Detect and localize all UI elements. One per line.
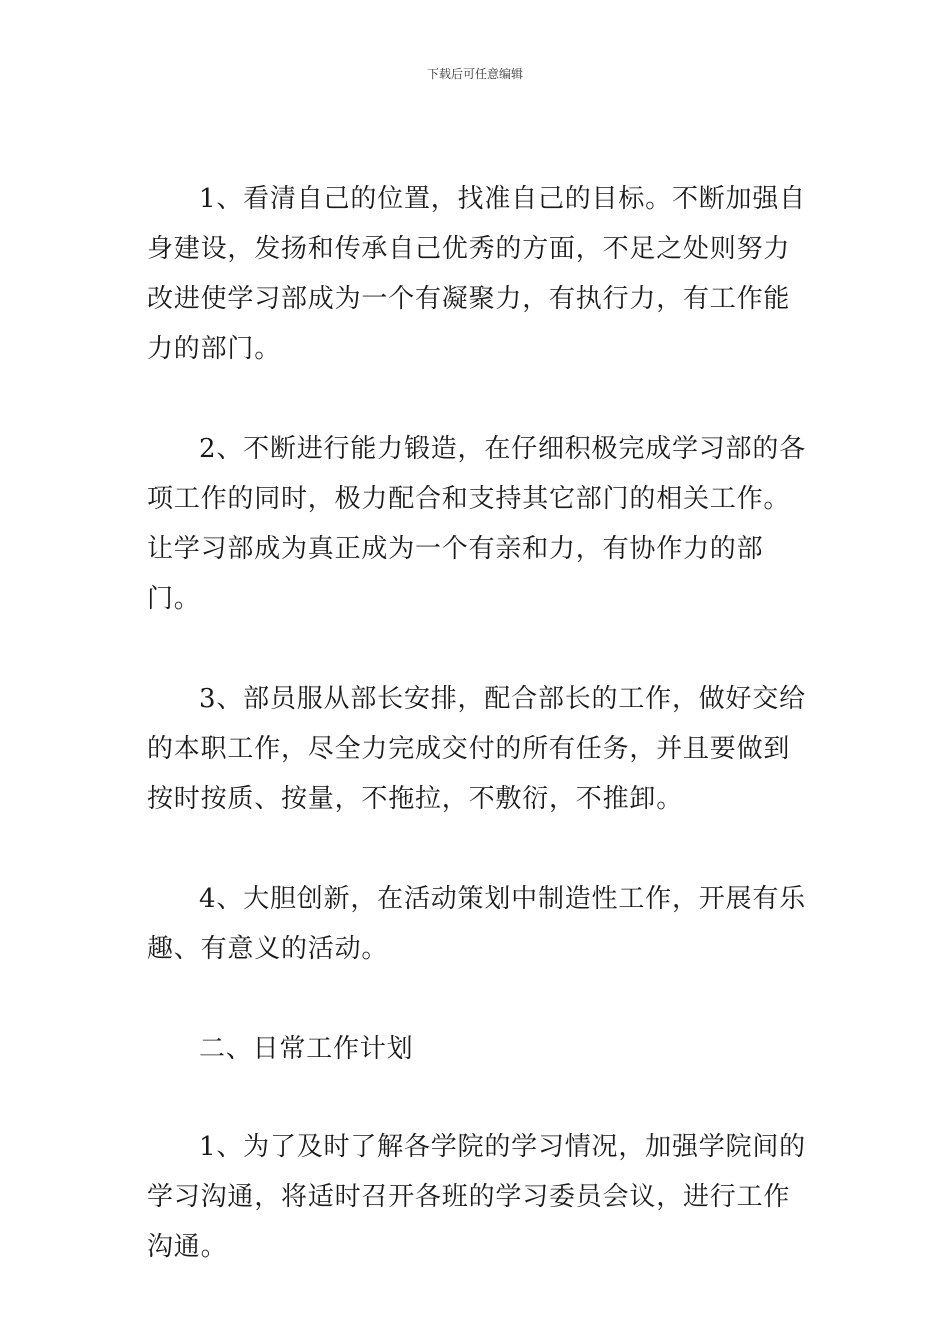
paragraph-goal-2: 2、不断进行能力锻造，在仔细积极完成学习部的各项工作的同时，极力配合和支持其它部门的相关工作。让学习部成为真正成为一个有亲和力，有协作力的部门。 — [147, 434, 806, 614]
section-heading-daily-plan: 二、日常工作计划 — [199, 1034, 414, 1064]
paragraph-goal-1: 1、看清自己的位置，找准自己的目标。不断加强自身建设，发扬和传承自己优秀的方面，不足之处则努力改进使学习部成为一个有凝聚力，有执行力，有工作能力的部门。 — [147, 184, 806, 364]
page-header-note: 下载后可任意编辑 — [426, 67, 523, 81]
paragraph-goal-3: 3、部员服从部长安排，配合部长的工作，做好交给的本职工作，尽全力完成交付的所有任务，并且要做到按时按质、按量，不拖拉，不敷衍，不推卸。 — [147, 684, 806, 814]
paragraph-goal-4: 4、大胆创新，在活动策划中制造性工作，开展有乐趣、有意义的活动。 — [147, 884, 806, 964]
paragraph-daily-1: 1、为了及时了解各学院的学习情况，加强学院间的学习沟通，将适时召开各班的学习委员会议，进行工作沟通。 — [147, 1132, 806, 1262]
document-body — [147, 174, 807, 1272]
